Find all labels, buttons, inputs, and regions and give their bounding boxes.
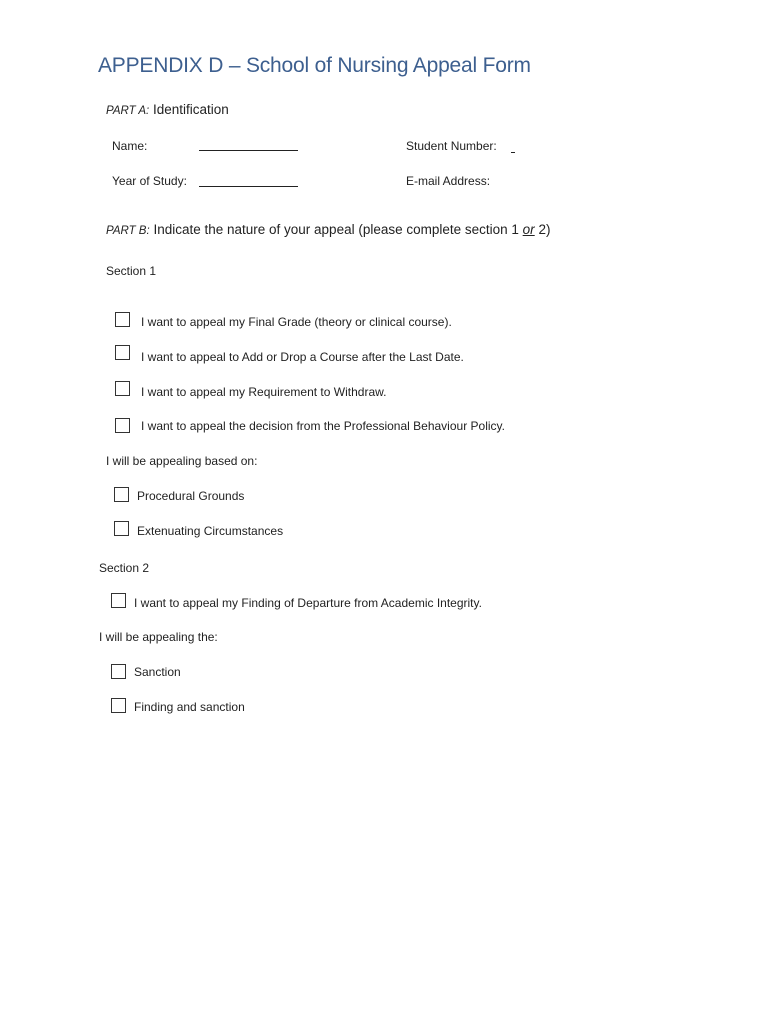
- procedural-grounds-label: Procedural Grounds: [137, 489, 245, 503]
- name-label: Name:: [112, 139, 148, 153]
- requirement-withdraw-checkbox[interactable]: [115, 381, 130, 396]
- part-b-heading: [106, 222, 550, 237]
- page-title: APPENDIX D – School of Nursing Appeal Form: [98, 54, 531, 77]
- part-b-text-end: 2): [534, 222, 551, 237]
- finding-and-sanction-label: Finding and sanction: [134, 700, 245, 714]
- academic-integrity-label: I want to appeal my Finding of Departure from Academic Integrity.: [134, 596, 482, 610]
- sanction-checkbox[interactable]: [111, 664, 126, 679]
- sanction-label: Sanction: [134, 665, 181, 679]
- add-drop-label: I want to appeal to Add or Drop a Course after the Last Date.: [141, 350, 464, 364]
- part-b-or: or: [522, 222, 535, 237]
- part-a-label: PART A:: [106, 105, 150, 117]
- basis-heading: I will be appealing based on:: [106, 454, 258, 468]
- part-a-heading: [106, 102, 229, 117]
- part-b-text: Indicate the nature of your appeal (please complete section 1: [153, 222, 523, 237]
- part-a-text: Identification: [153, 102, 229, 117]
- final-grade-label: I want to appeal my Final Grade (theory or clinical course).: [141, 315, 452, 329]
- year-of-study-label: Year of Study:: [112, 174, 187, 188]
- part-b-label: PART B:: [106, 225, 150, 237]
- section-1-heading: Section 1: [106, 264, 157, 278]
- student-number-label: Student Number:: [406, 139, 497, 153]
- professional-behaviour-label: I want to appeal the decision from the Professional Behaviour Policy.: [141, 419, 505, 433]
- final-grade-checkbox[interactable]: [115, 312, 130, 327]
- extenuating-circumstances-label: Extenuating Circumstances: [137, 524, 284, 538]
- section-2-heading: Section 2: [99, 561, 150, 575]
- extenuating-circumstances-checkbox[interactable]: [114, 521, 129, 536]
- year-of-study-field[interactable]: [199, 186, 298, 187]
- professional-behaviour-checkbox[interactable]: [115, 418, 130, 433]
- add-drop-checkbox[interactable]: [115, 345, 130, 360]
- academic-integrity-checkbox[interactable]: [111, 593, 126, 608]
- name-field[interactable]: [199, 150, 298, 151]
- email-label: E-mail Address:: [406, 174, 491, 188]
- student-number-field[interactable]: [511, 152, 515, 153]
- finding-and-sanction-checkbox[interactable]: [111, 698, 126, 713]
- appealing-heading: I will be appealing the:: [99, 630, 218, 644]
- requirement-withdraw-label: I want to appeal my Requirement to Withdraw.: [141, 385, 387, 399]
- procedural-grounds-checkbox[interactable]: [114, 487, 129, 502]
